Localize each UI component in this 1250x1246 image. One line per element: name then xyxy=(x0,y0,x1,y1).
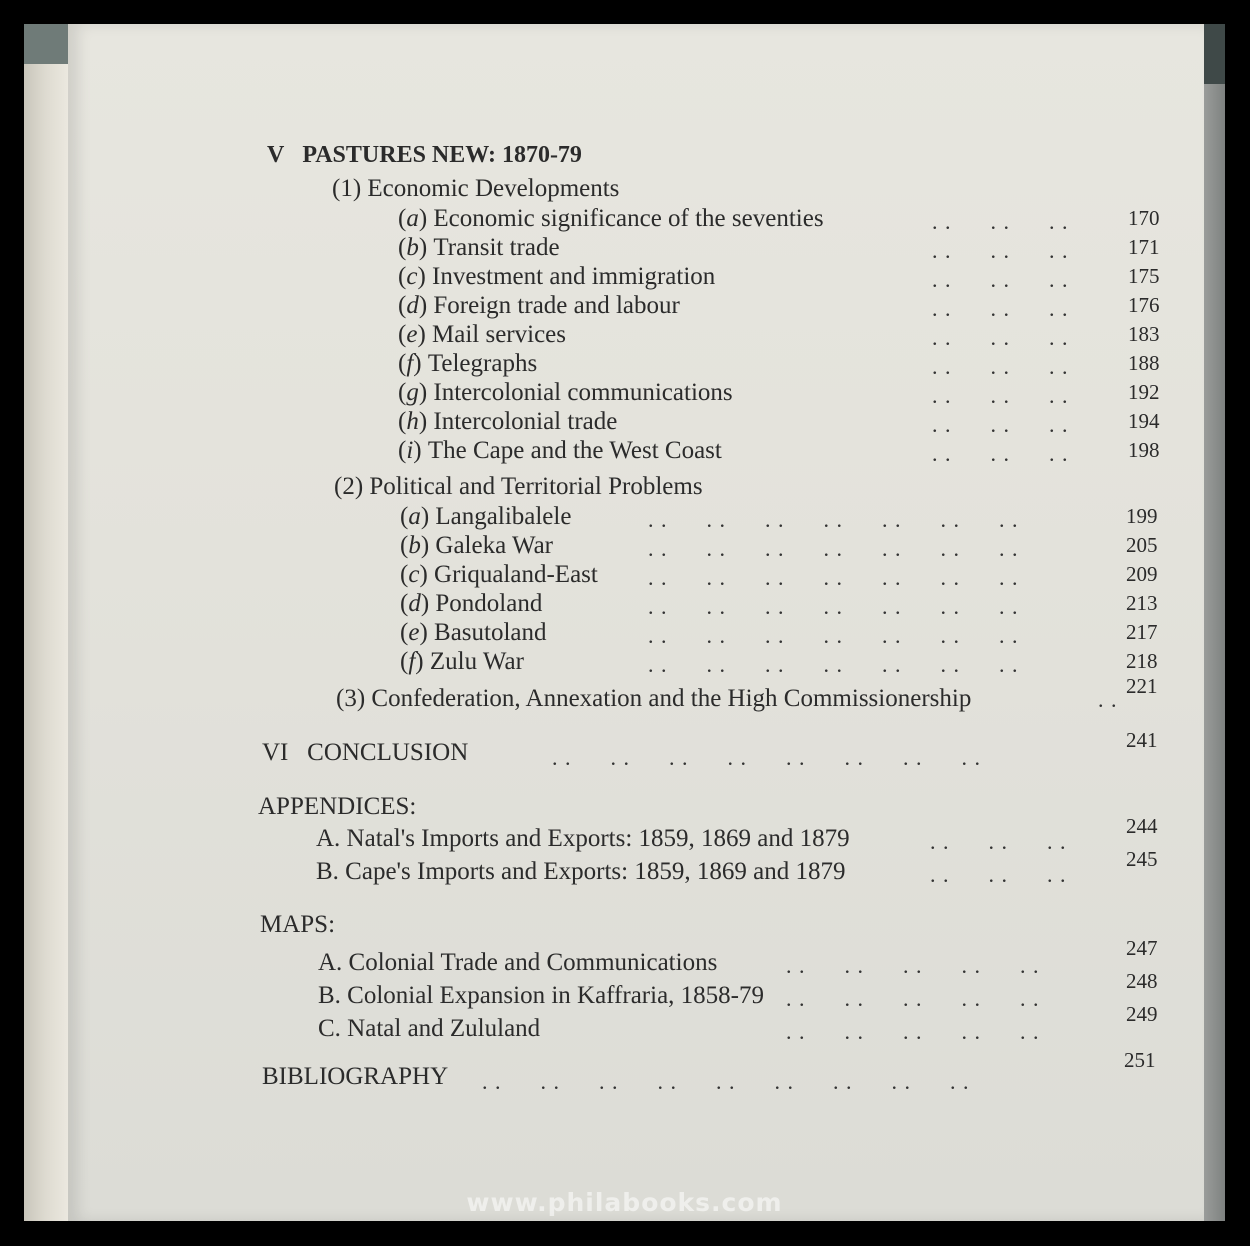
page-number: 218 xyxy=(1126,649,1158,673)
entry-label: C. Natal and Zululand xyxy=(318,1015,541,1042)
entry-letter-value: h xyxy=(406,408,419,435)
entry-label: Telegraphs xyxy=(427,350,538,377)
book-gutter xyxy=(24,24,68,1221)
leader-dots: . . . . . . . . . . xyxy=(786,953,1040,978)
entry-letter-value: i xyxy=(406,437,414,464)
chapter-vi-heading xyxy=(262,738,468,768)
entry-label: Intercolonial communications xyxy=(433,379,733,406)
toc-entry xyxy=(398,204,824,234)
bibliography-heading: BIBLIOGRAPHY xyxy=(262,1063,449,1090)
entry-label: A. Natal's Imports and Exports: 1859, 1869 and 1879 xyxy=(316,825,850,852)
entry-letter: (e) xyxy=(398,321,433,348)
entry-label: Basutoland xyxy=(434,619,547,646)
entry-label: Economic significance of the seventies xyxy=(433,205,824,232)
toc-entry xyxy=(316,824,850,854)
toc-entry xyxy=(318,1014,540,1044)
entry-label: Zulu War xyxy=(429,648,524,675)
entry-letter: (b) xyxy=(398,234,434,261)
leader-dots: . . . . . . . . . . . . . . xyxy=(648,565,1019,590)
chapter-v-heading xyxy=(267,140,582,170)
entry-label: Langalibalele xyxy=(435,503,572,530)
chapter-number: V xyxy=(267,142,285,168)
entry-label: A. Colonial Trade and Communications xyxy=(318,949,718,976)
entry-label: Transit trade xyxy=(433,234,560,261)
entry-letter-value: b xyxy=(408,532,421,559)
leader-dots: . . . . . . xyxy=(932,383,1069,408)
entry-label: Mail services xyxy=(432,321,566,348)
leader-dots: . . . . . . xyxy=(932,412,1069,437)
toc-entry-confederation xyxy=(336,684,971,714)
book-cover-edge xyxy=(24,24,68,64)
page-number: 213 xyxy=(1126,591,1158,615)
entry-letter-value: f xyxy=(406,350,414,377)
toc-entry xyxy=(398,349,537,379)
entry-letter: (c) xyxy=(400,561,435,588)
page-number: 171 xyxy=(1128,235,1160,259)
entry-letter-value: e xyxy=(406,321,418,348)
entry-letter: (h) xyxy=(398,408,434,435)
cover-corner xyxy=(1204,24,1225,84)
toc-entry xyxy=(398,320,566,350)
entry-letter: (f) xyxy=(400,648,430,675)
page-number: 183 xyxy=(1128,322,1160,346)
entry-letter-value: c xyxy=(406,263,418,290)
entry-label: Foreign trade and labour xyxy=(433,292,680,319)
page-number: 170 xyxy=(1128,206,1160,230)
page-number: 199 xyxy=(1126,504,1158,528)
leader-dots: . . . . . . . . . . xyxy=(786,1019,1040,1044)
entry-letter: (g) xyxy=(398,379,434,406)
page-number: 175 xyxy=(1128,264,1160,288)
leader-dots: . . . . . . xyxy=(930,829,1067,854)
toc-entry xyxy=(400,647,524,677)
page-number: 245 xyxy=(1126,847,1158,871)
page-number: 194 xyxy=(1128,409,1160,433)
page-number: 176 xyxy=(1128,293,1160,317)
maps-heading: MAPS: xyxy=(260,911,336,938)
toc-entry xyxy=(400,502,571,532)
toc-entry xyxy=(316,857,845,887)
sub-heading-economic: (1) Economic Developments xyxy=(332,175,620,202)
toc-entry xyxy=(400,618,547,648)
entry-label: Galeka War xyxy=(435,532,554,559)
leader-dots: . . . . . . . . . . xyxy=(786,986,1040,1011)
entry-letter-value: a xyxy=(406,205,419,232)
sub-heading-political: (2) Political and Territorial Problems xyxy=(334,473,703,500)
toc-entry xyxy=(398,378,733,408)
entry-label: B. Cape's Imports and Exports: 1859, 1869 and 1879 xyxy=(316,858,846,885)
page-number: 247 xyxy=(1126,936,1158,960)
entry-label: B. Colonial Expansion in Kaffraria, 1858-79 xyxy=(318,982,764,1009)
leader-dots: . . . . . . . . . . . . . . xyxy=(648,623,1019,648)
leader-dots: . . . . . . . . . . . . . . . . . . xyxy=(482,1069,970,1094)
page-number: 192 xyxy=(1128,380,1160,404)
leader-dots: . . . . . . . . . . . . . . xyxy=(648,507,1019,532)
entry-letter-value: g xyxy=(406,379,419,406)
page-number: 209 xyxy=(1126,562,1158,586)
chapter-number: VI xyxy=(262,739,289,766)
leader-dots: . . . . . . xyxy=(932,267,1069,292)
toc-entry xyxy=(400,560,598,590)
page-number: 244 xyxy=(1126,814,1158,838)
toc-entry xyxy=(400,531,553,561)
page-number: 205 xyxy=(1126,533,1158,557)
page-number: 217 xyxy=(1126,620,1158,644)
appendices-heading: APPENDICES: xyxy=(258,793,417,820)
leader-dots: . . . . . . xyxy=(930,862,1067,887)
toc-entry xyxy=(318,948,717,978)
entry-letter: (e) xyxy=(400,619,435,646)
toc-entry xyxy=(398,436,722,466)
entry-label: Intercolonial trade xyxy=(433,408,618,435)
leader-dots: . . . . . . . . . . . . . . xyxy=(648,536,1019,561)
toc-entry xyxy=(318,981,764,1011)
leader-dots: . . . . . . . . . . . . . . xyxy=(648,594,1019,619)
toc-entry xyxy=(398,291,680,321)
leader-dots: . . . . . . xyxy=(932,296,1069,321)
page-number: 251 xyxy=(1124,1048,1156,1072)
entry-letter: (i) xyxy=(398,437,428,464)
leader-dots: . . . . . . xyxy=(932,238,1069,263)
entry-letter-value: b xyxy=(406,234,419,261)
entry-letter-value: d xyxy=(408,590,421,617)
leader-dots: . . xyxy=(1098,687,1118,712)
photo-frame xyxy=(24,24,1225,1221)
page-number: 221 xyxy=(1126,674,1158,698)
leader-dots: . . . . . . xyxy=(932,354,1069,379)
entry-letter: (a) xyxy=(400,503,436,530)
entry-label: The Cape and the West Coast xyxy=(427,437,722,464)
entry-letter-value: d xyxy=(406,292,419,319)
entry-label: (3) Confederation, Annexation and the High Commissionership xyxy=(336,685,972,712)
watermark-text: www.philabooks.com xyxy=(466,1188,783,1217)
page-right-edge xyxy=(1204,24,1225,1221)
entry-letter: (d) xyxy=(398,292,434,319)
entry-letter-value: a xyxy=(408,503,421,530)
leader-dots: . . . . . . . . . . . . . . . . xyxy=(552,745,981,770)
page-number: 241 xyxy=(1126,728,1158,752)
entry-letter: (f) xyxy=(398,350,428,377)
entry-letter-value: f xyxy=(408,648,416,675)
page-number: 198 xyxy=(1128,438,1160,462)
toc-entry xyxy=(398,262,715,292)
entry-label: Investment and immigration xyxy=(432,263,716,290)
leader-dots: . . . . . . xyxy=(932,441,1069,466)
toc-entry xyxy=(400,589,542,619)
entry-label: Pondoland xyxy=(435,590,543,617)
leader-dots: . . . . . . xyxy=(932,209,1069,234)
entry-label: Griqualand-East xyxy=(434,561,598,588)
entry-letter-value: c xyxy=(408,561,420,588)
book-page xyxy=(68,24,1204,1221)
entry-letter-value: e xyxy=(408,619,420,646)
leader-dots: . . . . . . xyxy=(932,325,1069,350)
entry-letter: (c) xyxy=(398,263,433,290)
toc-entry xyxy=(398,407,617,437)
leader-dots: . . . . . . . . . . . . . . xyxy=(648,652,1019,677)
entry-letter: (a) xyxy=(398,205,434,232)
page-number: 188 xyxy=(1128,351,1160,375)
entry-letter: (b) xyxy=(400,532,436,559)
toc-entry xyxy=(398,233,560,263)
page-number: 248 xyxy=(1126,969,1158,993)
entry-letter: (d) xyxy=(400,590,436,617)
chapter-title: CONCLUSION xyxy=(307,739,469,766)
page-number: 249 xyxy=(1126,1002,1158,1026)
chapter-title: PASTURES NEW: 1870-79 xyxy=(302,142,582,168)
